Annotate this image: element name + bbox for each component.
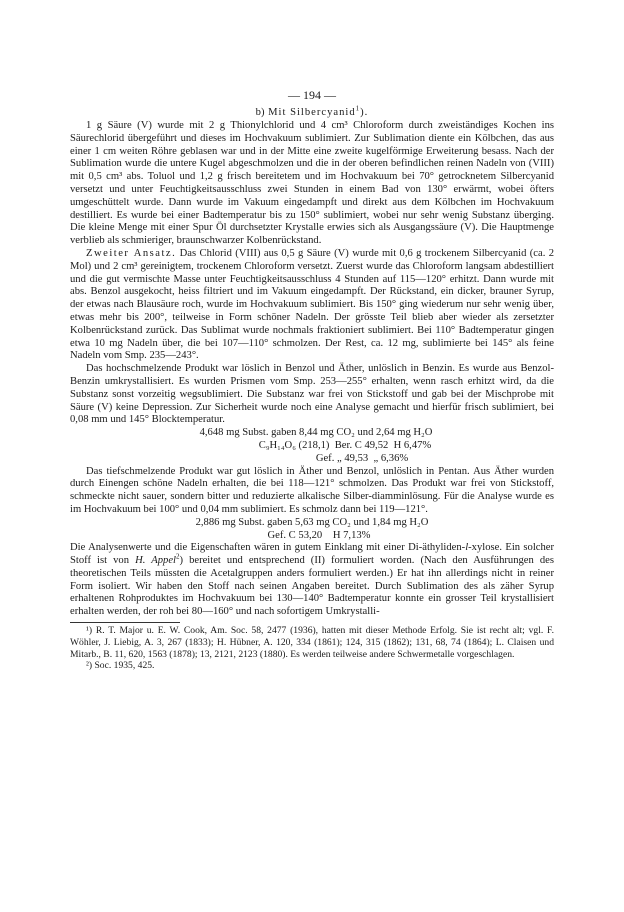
- footnote-divider: [70, 622, 180, 623]
- section-label: b): [255, 107, 265, 118]
- section-title: Mit Silbercyanid: [268, 107, 356, 118]
- footnote-ref: 1: [355, 104, 361, 113]
- analysis-line: C₉H₁₄O₆ (218,1) Ber. C 49,52 H 6,47%: [258, 439, 432, 451]
- paragraph-text: ) bereitet und entsprechend (II) formuliert worden. (Nach den Ausführungen des theoretischen Teils müssten die Acetalgruppen anders formuliert werden.) Er hat ihn allerdings nicht in reiner Form isoliert. Wir haben den Stoff nach seinen Angaben bereitet. Durch Sublimation des als zäher Syrup erhaltenen Rohproduktes im Hochvakuum bei 130—140° Badtemperatur konnte ein grosser Teil krystallisiert erhalten werden, der roh bei 80—160° und nach sofortigem Umkrystalli-: [70, 555, 554, 618]
- page-number: — 194 —: [288, 88, 336, 102]
- section-title-suffix: ).: [360, 107, 369, 118]
- analysis-line: Gef. C 53,20 H 7,13%: [267, 529, 371, 541]
- paragraph-text: Das Chlorid (VIII) aus 0,5 g Säure (V) wurde mit 0,6 g trockenem Silbercyanid (ca. 2 Mol) und 2 cm³ gereinigtem, trockenem Chloroform versetzt. Zuerst wurde das Chloroform langsam abdestilliert und die gut vermischte Masse unter Feuchtigkeitsausschluss 4 Stunden auf 115—120° erhitzt. Dann wurde mit abs. Benzol ausgekocht, heiss filtriert und im Vakuum eingedampft. Der Rückstand, ein dicker, brauner Syrup, der etwas nach Blausäure roch, wurde im Hochvakuum sublimiert. Bis 150° ging wiederum nur sehr wenig über, etwas mehr bis 200°, teilweise in Form schöner Nadeln. Der grösste Teil blieb aber wieder als zersetzter Kolbenrückstand zurück. Das Sublimat wurde nochmals fraktioniert sublimiert. Bei 110° Badtemperatur gingen etwa 10 mg Nadeln über, die bei 107—110° schmolzen. Der Rest, ca. 12 mg, sublimierte bei 145° als feine Nadeln vom Smp. 235—243°.: [70, 247, 555, 362]
- footnote-ref: 2: [175, 552, 180, 561]
- paragraph-lead: Zweiter Ansatz.: [86, 247, 177, 259]
- paragraph: Das hochschmelzende Produkt war löslich in Benzol und Äther, unlöslich in Benzin. Es wurde aus Benzol-Benzin umkrystallisiert. Es wurden Prismen vom Smp. 253—255° erhalten, wenn rasch erhitzt wird, da die Substanz sonst vorzeitig wegsublimiert. Die Substanz war frei von Stickstoff und gab bei der Mischprobe mit Säure (V) keine Depression. Zur Sicherheit wurde noch eine Analyse gemacht und hierfür frisch sublimiert, bei 0,08 mm und 145° Blocktemperatur.: [70, 363, 554, 426]
- author-name: H. Appel: [135, 555, 176, 567]
- paragraph: [70, 542, 554, 619]
- footnote: ¹) R. T. Major u. E. W. Cook, Am. Soc. 58, 2477 (1936), hatten mit dieser Methode Erfolg. Sie ist recht alt; vgl. F. Wöhler, J. Liebig, A. 3, 267 (1833); H. Hübner, A. 120, 334 (1861); 124, 315 (1862); 131, 68, 74 (1864); L. Claisen und Mitarb., B. 11, 620, 1563 (1878); 13, 2121, 2123 (1880). Es werden teilweise andere Schwermetalle vorgeschlagen.: [70, 625, 554, 660]
- analysis-line: 2,886 mg Subst. gaben 5,63 mg CO₂ und 1,84 mg H₂O: [195, 516, 429, 528]
- footnote: ²) Soc. 1935, 425.: [86, 660, 155, 672]
- paragraph: 1 g Säure (V) wurde mit 2 g Thionylchlorid und 4 cm³ Chloroform durch zweiständiges Kochen ins Säurechlorid übergeführt und dieses im Hochvakuum sublimiert. Zur Sublimation diente ein Kölbchen, das aus einer 1 cm weiten Röhre geblasen war und in der Mitte eine zweite kugelförmige Erweiterung besass. Nach der Sublimation wurde die untere Kugel abgeschmolzen und die in der oberen befindlichen reinen Nadeln von (VIII) mit 0,5 cm³ abs. Toluol und 1,2 g frisch bereitetem und im Hochvakuum bei 70° getrocknetem Silbercyanid versetzt und unter Feuchtigkeitsausschluss zwei Stunden in einem Bad von 130° erwärmt, wobei öfters umgeschüttelt wurde. Dann wurde im Vakuum eingedampft und direkt aus dem Kölbchen im Hochvakuum destilliert. Es wurde bei einer Badtemperatur bis zu 150° sublimiert, wobei nur sehr wenig Substanz überging. Die kleine Menge mit einer Spur Öl durchsetzter Krystalle erwies sich als Ausgangssäure (V). Die Hauptmenge verblieb als schmieriger, braunschwarzer Kolbenrückstand.: [70, 120, 554, 247]
- paragraph: Das tiefschmelzende Produkt war gut löslich in Äther und Benzol, unlöslich in Pentan. Aus Äther wurden durch Einengen schöne Nadeln erhalten, die bei 118—121° schmolzen. Das Produkt war frei von Stickstoff, schmeckte nicht sauer, sondern bitter und reduzierte alkalische Silber-diamminlösung. Für die Analyse wurde es im Hochvakuum bei 100° und 0,04 mm sublimiert. Es schmolz dann bei 119—121°.: [70, 465, 554, 515]
- section-heading: [70, 104, 554, 118]
- analysis-line: 4,648 mg Subst. gaben 8,44 mg CO₂ und 2,64 mg H₂O: [199, 427, 433, 439]
- paragraph-text-italic: l: [465, 542, 469, 554]
- paragraph-text: -xylose. Ein solcher Stoff ist von: [70, 542, 555, 567]
- paragraph-text: Die Analysenwerte und die Eigenschaften wären in gutem Einklang mit einer Di-äthyliden-: [70, 542, 466, 554]
- analysis-line: Gef. „ 49,53 „ 6,36%: [315, 452, 409, 464]
- paragraph: [70, 248, 554, 363]
